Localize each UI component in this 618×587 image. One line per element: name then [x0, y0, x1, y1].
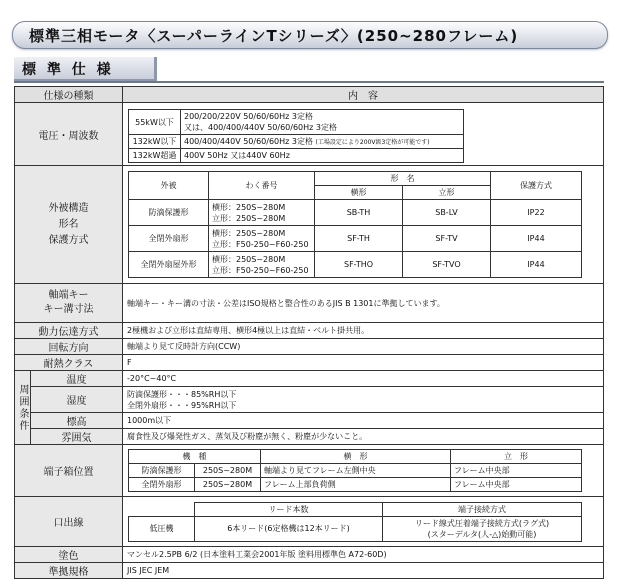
alt-text: 1000m以下 — [123, 413, 604, 429]
enclosure-row-1 — [129, 200, 582, 226]
enclosure-h-vertical: 立形 — [403, 186, 491, 200]
voltage-row-3 — [129, 149, 464, 163]
title-bar — [12, 21, 608, 49]
enclosure-h-type: 外被 — [129, 172, 209, 200]
terminal-row-2 — [129, 478, 582, 492]
voltage-line-2: 400/400/440V 50/60/60Hz 3定格 — [184, 137, 313, 146]
enclosure-frame-3b: 立形：F50-250~F60-250 — [212, 265, 309, 275]
leads-h-count: リード本数 — [195, 502, 383, 516]
voltage-range-3: 132kW超過 — [129, 149, 181, 163]
enclosure-h-1: SB-TH — [315, 200, 403, 226]
label-drive: 動力伝達方式 — [15, 323, 123, 339]
enclosure-ip-3: IP44 — [491, 252, 582, 278]
voltage-row-1 — [129, 110, 464, 135]
label-enclosure-3: 保護方式 — [48, 234, 89, 246]
terminal-h-vertical: 立 形 — [451, 450, 582, 464]
humid-line-2: 全閉外扇形・・・95%RH以下 — [127, 400, 237, 410]
terminal-frame-1: 250S~280M — [195, 464, 261, 478]
enclosure-row-3 — [129, 252, 582, 278]
enclosure-row-2 — [129, 226, 582, 252]
label-humid: 湿度 — [31, 387, 123, 413]
label-env: 周囲条件 — [15, 371, 31, 445]
paint-text: マンセル2.5PB 6/2 (日本塗料工業会2001年版 塗料用標準色 A72-60D) — [123, 547, 604, 563]
enclosure-v-3: SF-TVO — [403, 252, 491, 278]
row-enclosure — [15, 166, 604, 284]
label-rotation: 回転方向 — [15, 339, 123, 355]
leads-conn-1: リード線式圧着端子接続方式(ラグ式) — [414, 518, 550, 528]
section-title: 標 準 仕 様 — [22, 62, 114, 78]
row-env-atm — [15, 429, 604, 445]
label-shaft-1: 軸端キー — [48, 290, 89, 301]
enclosure-type-1: 防滴保護形 — [129, 200, 209, 226]
row-terminal — [15, 445, 604, 497]
row-leads — [15, 497, 604, 547]
row-env-temp — [15, 371, 604, 387]
enclosure-frame-3a: 横形：250S~280M — [212, 254, 286, 264]
enclosure-h-2: SF-TH — [315, 226, 403, 252]
enclosure-ip-2: IP44 — [491, 226, 582, 252]
header-col1: 仕様の種類 — [15, 87, 123, 103]
terminal-frame-2: 250S~280M — [195, 478, 261, 492]
terminal-h-1: 軸端より見てフレーム左側中央 — [261, 464, 451, 478]
enclosure-h-frame: わく番号 — [209, 172, 315, 200]
terminal-type-2: 全閉外扇形 — [129, 478, 195, 492]
drive-text: 2極機および立形は直結専用、横形4極以上は直結・ベルト掛共用。 — [123, 323, 604, 339]
rotation-text: 軸端より見て反時計方向(CCW) — [123, 339, 604, 355]
label-shaft-2: キー溝寸法 — [43, 304, 94, 315]
voltage-table — [128, 109, 464, 163]
row-rotation — [15, 339, 604, 355]
leads-table — [128, 502, 582, 542]
atm-text: 腐食性及び爆発性ガス、蒸気及び粉塵が無く、粉塵が少ないこと。 — [123, 429, 604, 445]
section-divider — [14, 81, 604, 83]
enclosure-frame-2a: 横形：250S~280M — [212, 228, 286, 238]
label-alt: 標高 — [31, 413, 123, 429]
header-col2: 内 容 — [123, 87, 604, 103]
row-insulation — [15, 355, 604, 371]
voltage-note-2: (工場設定により200V級3定格が可能です) — [315, 139, 430, 146]
label-paint: 塗色 — [15, 547, 123, 563]
enclosure-frame-1a: 横形：250S~280M — [212, 202, 286, 212]
enclosure-ip-1: IP22 — [491, 200, 582, 226]
row-env-humid — [15, 387, 604, 413]
voltage-line-1b: 又は、400/400/440V 50/60/60Hz 3定格 — [184, 123, 337, 132]
enclosure-header-1 — [129, 172, 582, 186]
terminal-type-1: 防滴保護形 — [129, 464, 195, 478]
label-shaft — [15, 284, 123, 323]
leads-count: 6本リード(6定格機は12本リード) — [195, 516, 383, 541]
temp-text: -20°C~40°C — [123, 371, 604, 387]
enclosure-v-2: SF-TV — [403, 226, 491, 252]
label-leads: 口出線 — [15, 497, 123, 547]
row-standard — [15, 563, 604, 579]
terminal-v-2: フレーム中央部 — [451, 478, 582, 492]
enclosure-table — [128, 171, 582, 278]
enclosure-frame-2b: 立形：F50-250~F60-250 — [212, 239, 309, 249]
section-heading — [14, 57, 157, 81]
leads-header — [129, 502, 582, 516]
label-atm: 雰囲気 — [31, 429, 123, 445]
label-insulation: 耐熱クラス — [15, 355, 123, 371]
row-drive — [15, 323, 604, 339]
voltage-row-2 — [129, 135, 464, 149]
enclosure-h-protection: 保護方式 — [491, 172, 582, 200]
row-paint — [15, 547, 604, 563]
page-title: 標準三相モータ〈スーパーラインTシリーズ〉(250~280フレーム) — [29, 27, 519, 45]
enclosure-frame-1b: 立形：250S~280M — [212, 213, 286, 223]
enclosure-type-3: 全閉外扇屋外形 — [129, 252, 209, 278]
enclosure-v-1: SB-LV — [403, 200, 491, 226]
terminal-h-2: フレーム上部負荷側 — [261, 478, 451, 492]
shaft-text: 軸端キー・キー溝の寸法・公差はISO規格と整合性のあるJIS B 1301に準拠しています。 — [123, 284, 604, 323]
voltage-range-1: 55kW以下 — [129, 110, 181, 135]
terminal-h-type: 機 種 — [129, 450, 261, 464]
leads-h-conn: 端子接続方式 — [383, 502, 582, 516]
humid-line-1: 防滴保護形・・・85%RH以下 — [127, 389, 237, 399]
enclosure-type-2: 全閉外扇形 — [129, 226, 209, 252]
terminal-row-1 — [129, 464, 582, 478]
label-standard: 準拠規格 — [15, 563, 123, 579]
terminal-h-horizontal: 横 形 — [261, 450, 451, 464]
enclosure-h-horizontal: 横形 — [315, 186, 403, 200]
voltage-line-3: 400V 50Hz 又は440V 60Hz — [181, 149, 464, 163]
leads-type: 低圧機 — [129, 516, 195, 541]
terminal-v-1: フレーム中央部 — [451, 464, 582, 478]
voltage-range-2: 132kW以下 — [129, 135, 181, 149]
label-enclosure-2: 形名 — [58, 218, 79, 230]
label-enclosure-1: 外被構造 — [48, 202, 89, 214]
row-shaft — [15, 284, 604, 323]
standard-text: JIS JEC JEM — [123, 563, 604, 579]
enclosure-h-3: SF-THO — [315, 252, 403, 278]
spec-table — [14, 86, 604, 579]
terminal-table — [128, 449, 582, 492]
header-row — [15, 87, 604, 103]
enclosure-h-model: 形 名 — [315, 172, 491, 186]
leads-row — [129, 516, 582, 541]
label-enclosure — [15, 166, 123, 284]
label-temp: 温度 — [31, 371, 123, 387]
terminal-header — [129, 450, 582, 464]
row-voltage — [15, 103, 604, 166]
label-voltage: 電圧・周波数 — [15, 103, 123, 166]
leads-conn-2: (スターデルタ(人-△)始動可能) — [427, 529, 537, 539]
insulation-text: F — [123, 355, 604, 371]
voltage-line-1a: 200/200/220V 50/60/60Hz 3定格 — [184, 112, 313, 121]
label-terminal: 端子箱位置 — [15, 445, 123, 497]
row-env-alt — [15, 413, 604, 429]
